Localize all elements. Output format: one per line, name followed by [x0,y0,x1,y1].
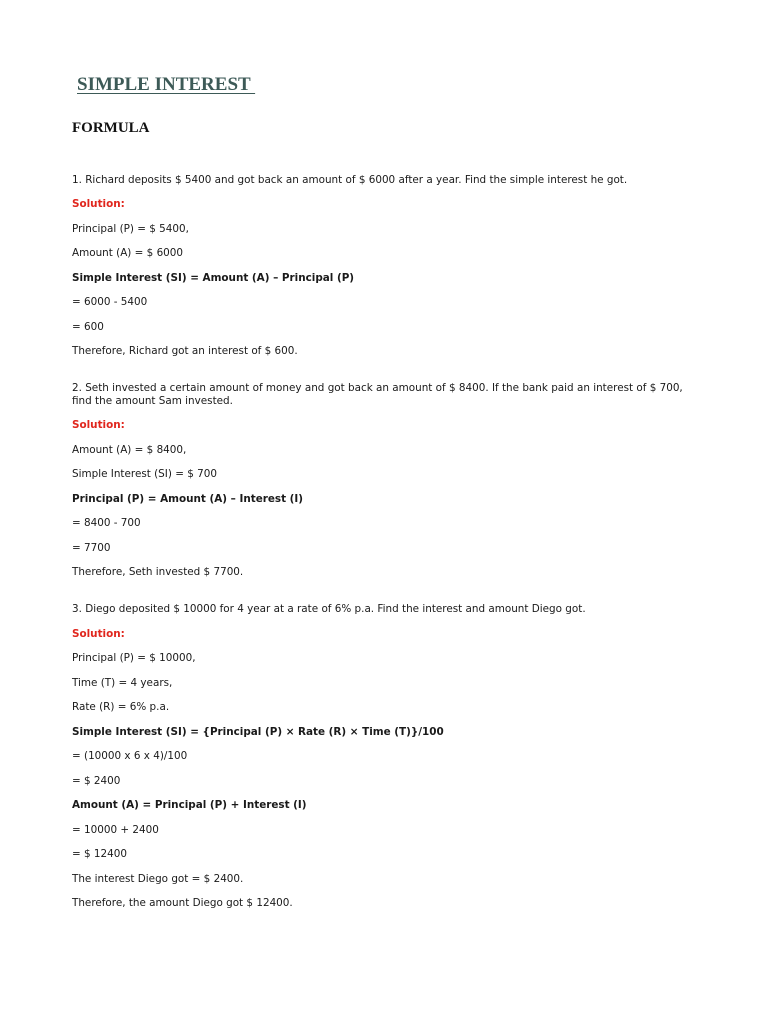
solution-line: Amount (A) = $ 6000 [72,247,184,259]
solution-line: = 6000 - 5400 [72,296,148,308]
question-text: 1. Richard deposits $ 5400 and got back an amount of $ 6000 after a year. Find the simple interest he got. [72,174,628,186]
question-text: 2. Seth invested a certain amount of money and got back an amount of $ 8400. If the bank paid an interest of $ 700, find the amount Sam invested. [72,382,683,407]
formula-line: Simple Interest (SI) = {Principal (P) × Rate (R) × Time (T)}/100 [72,726,444,738]
solution-line: = 10000 + 2400 [72,824,159,836]
solution-line: The interest Diego got = $ 2400. [72,873,244,885]
formula-line: Principal (P) = Amount (A) – Interest (I) [72,493,304,505]
solution-line: Time (T) = 4 years, [72,677,173,689]
solution-line: = 600 [72,321,104,333]
solution-label: Solution: [72,419,125,431]
solution-line: = 8400 - 700 [72,517,141,529]
solution-label: Solution: [72,198,125,210]
page-title: SIMPLE INTEREST [77,74,256,95]
solution-line: Amount (A) = $ 8400, [72,444,187,456]
solution-label: Solution: [72,628,125,640]
solution-line: = $ 2400 [72,775,121,787]
section-heading: FORMULA [72,120,150,136]
solution-line: Principal (P) = $ 5400, [72,223,189,235]
answer-line: Therefore, Seth invested $ 7700. [72,566,244,578]
question-text: 3. Diego deposited $ 10000 for 4 year at a rate of 6% p.a. Find the interest and amount Diego got. [72,603,586,615]
solution-line: = $ 12400 [72,848,127,860]
answer-line: Therefore, the amount Diego got $ 12400. [72,897,293,909]
solution-line: = (10000 x 6 x 4)/100 [72,750,188,762]
solution-line: Principal (P) = $ 10000, [72,652,196,664]
solution-line: = 7700 [72,542,111,554]
formula-line: Simple Interest (SI) = Amount (A) – Principal (P) [72,272,355,284]
answer-line: Therefore, Richard got an interest of $ 600. [72,345,298,357]
solution-line: Simple Interest (SI) = $ 700 [72,468,217,480]
formula-line: Amount (A) = Principal (P) + Interest (I) [72,799,307,811]
solution-line: Rate (R) = 6% p.a. [72,701,170,713]
